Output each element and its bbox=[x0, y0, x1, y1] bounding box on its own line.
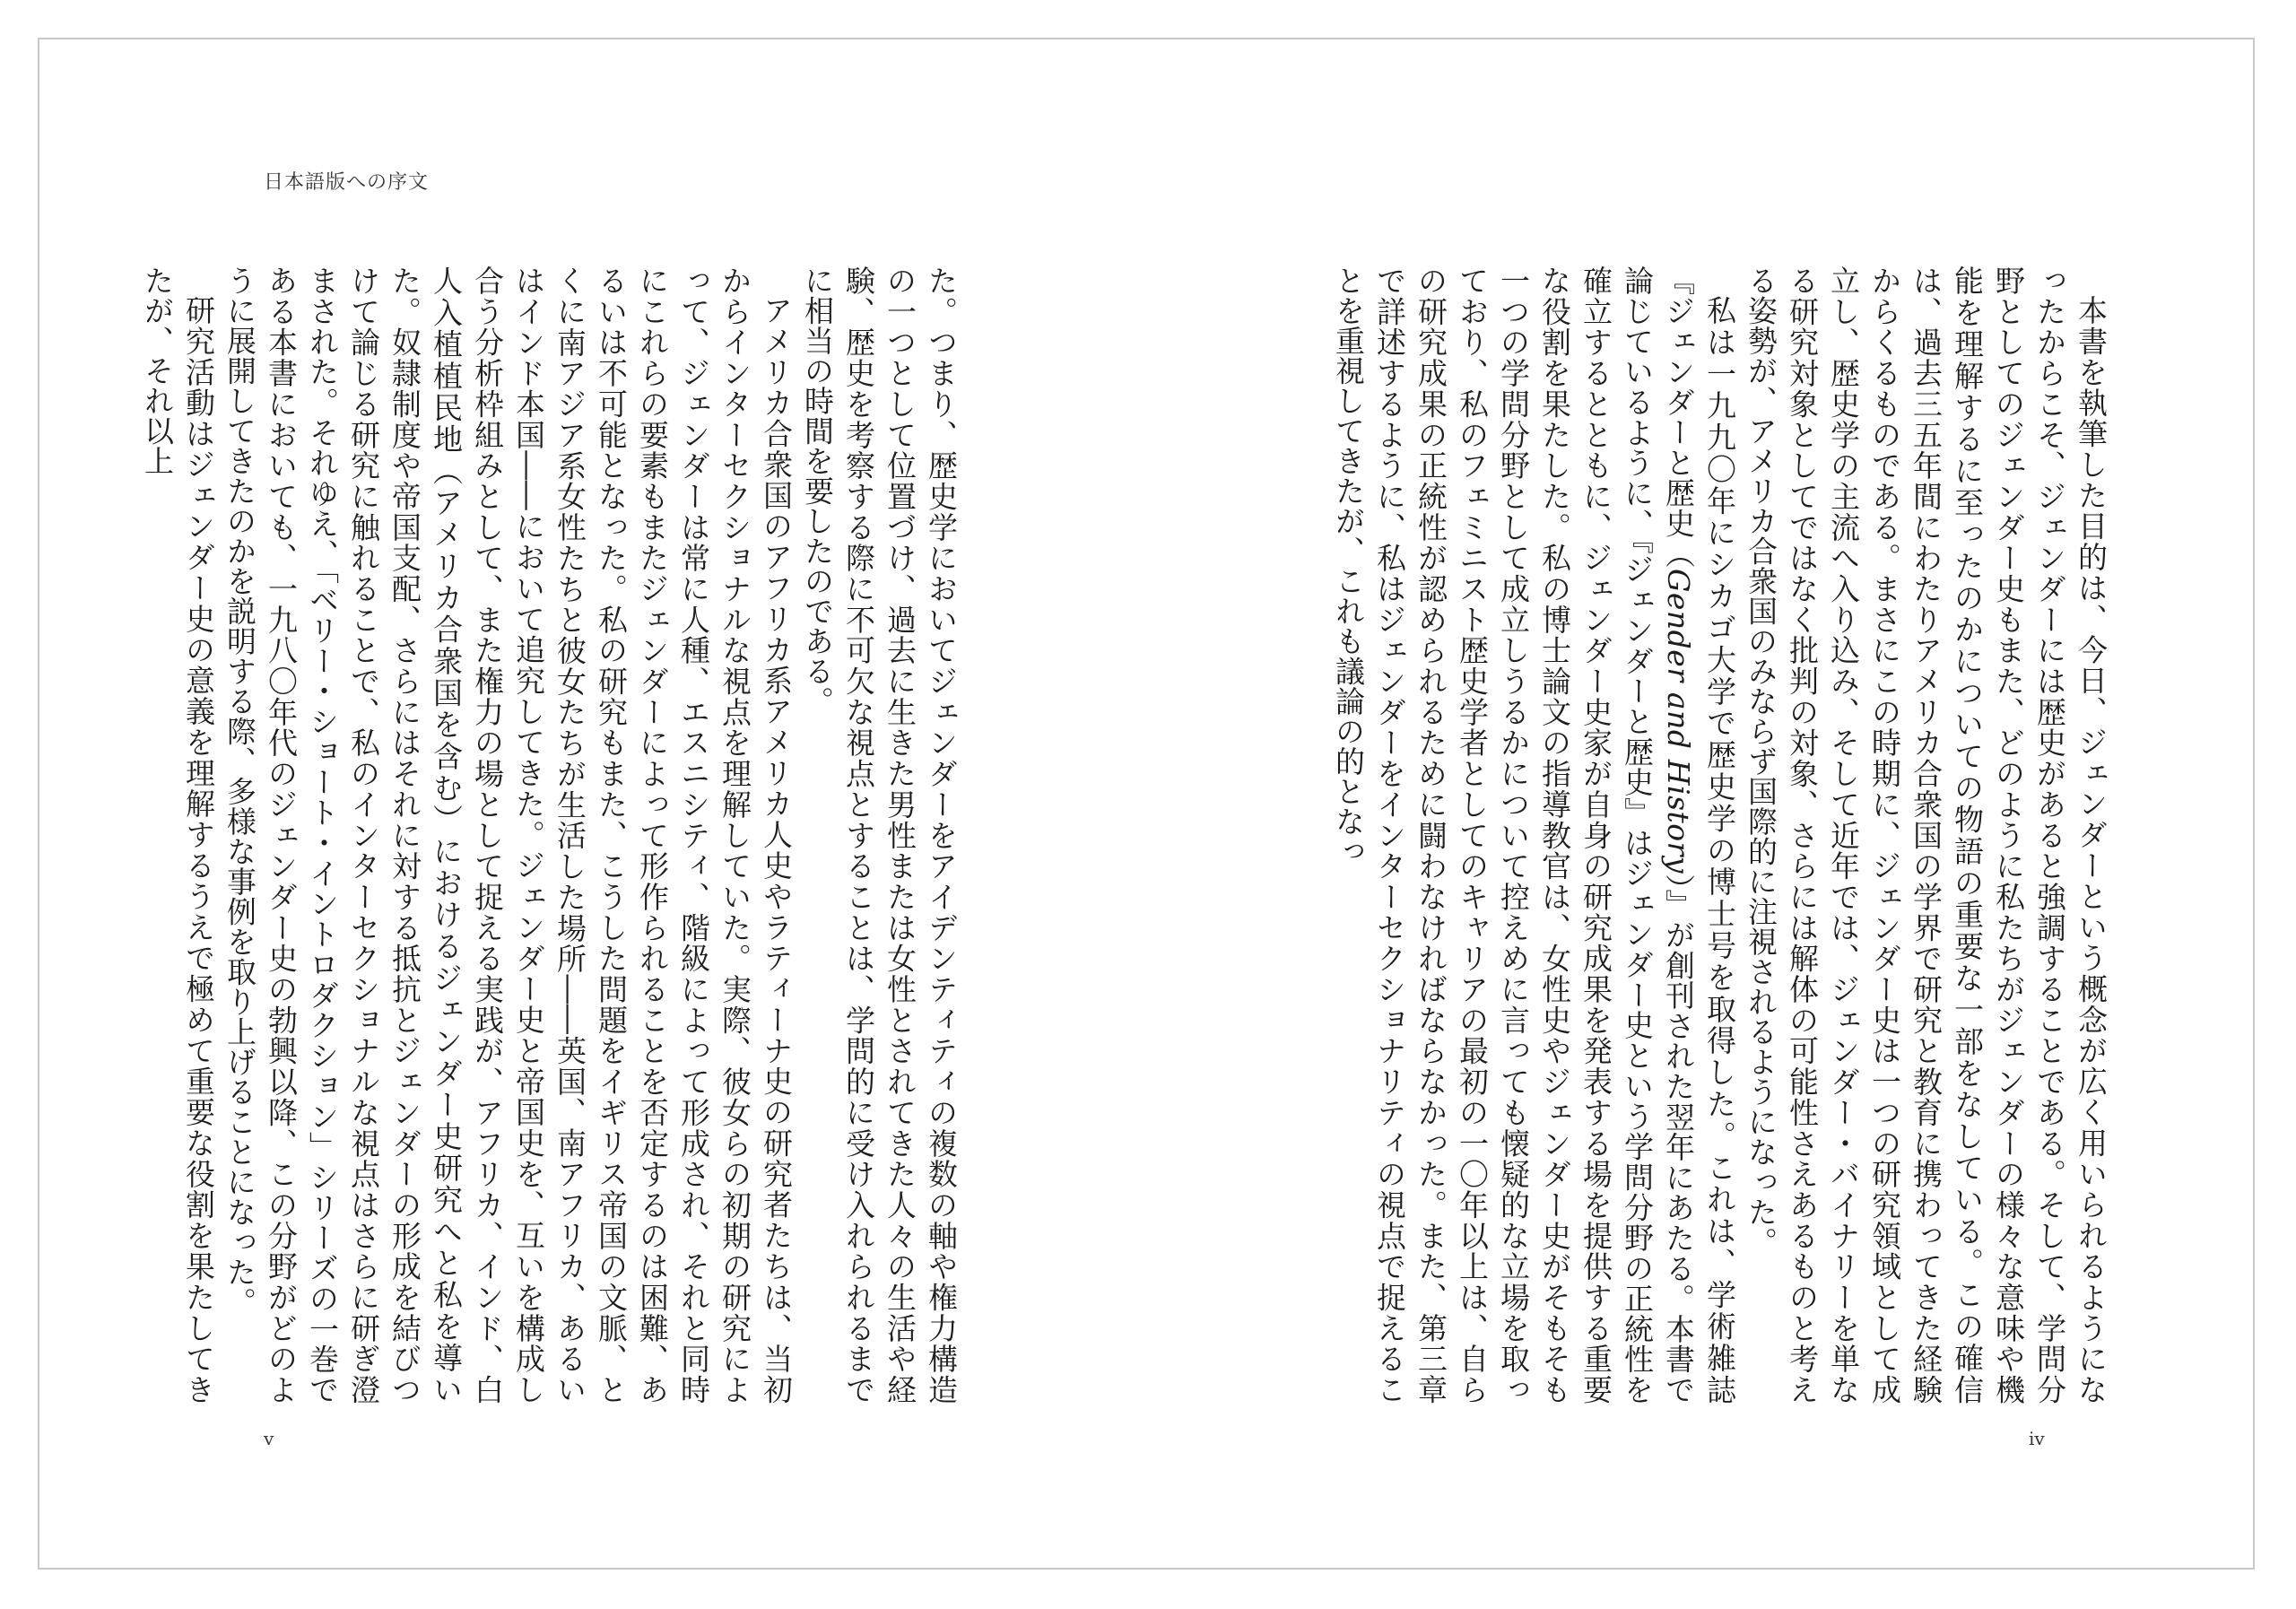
right-page-text bbox=[1331, 265, 2111, 1405]
page-number-right: iv bbox=[2029, 1428, 2045, 1449]
paragraph: 本書を執筆した目的は、今日、ジェンダーという概念が広く用いられるようになったからこそ、ジェンダーには歴史があると強調することである。そして、学問分野としてのジェンダー史もまた、どのように私たちがジェンダーの様々な意味や機能を理解するに至ったのかについての物語の重要な一部をなしている。この確信は、過去三五年間にわたりアメリカ合衆国の学界で研究と教育に携わってきた経験からくるものである。まさにこの時期に、ジェンダー史は一つの研究領域として成立し、歴史学の主流へ入り込み、そして近年では、ジェンダー・バイナリーを単なる研究対象としてではなく批判の対象、さらには解体の可能性さえあるものと考える姿勢が、アメリカ合衆国のみならず国際的に注視されるようになった。 bbox=[1744, 265, 2109, 1405]
paragraph: アメリカ合衆国のアフリカ系アメリカ人史やラティーナ史の研究者たちは、当初からインターセクショナルな視点を理解していた。実際、彼女らの初期の研究によって、ジェンダーは常に人種、エスニシティ、階級によって形成され、それと同時にこれらの要素もまたジェンダーによって形作られることを否定するのは困難、あるいは不可能となった。私の研究もまた、こうした問題をイギリス帝国の文脈、とくに南アジア系女性たちと彼女たちが生活した場所――英国、南アフリカ、あるいはインド本国――において追究してきた。ジェンダー史と帝国史を、互いを構成し合う分析枠組みとして、また権力の場として捉える実践が、アフリカ、インド、白人入植植民地（アメリカ合衆国を含む）におけるジェンダー史研究へと私を導いた。奴隷制度や帝国支配、さらにはそれに対する抵抗とジェンダーの形成を結びつけて論じる研究に触れることで、私のインターセクショナルな視点はさらに研ぎ澄まされた。それゆえ、「ベリー・ショート・イントロダクション」シリーズの一巻である本書においても、一九八〇年代のジェンダー史の勃興以降、この分野がどのように展開してきたのかを説明する際、多様な事例を取り上げることになった。 bbox=[222, 265, 794, 1405]
paragraph-text: ）』が創刊された翌年にあたる。本書で論じているように、『ジェンダーと歴史』はジェンダー史という学問分野の正統性を確立するとともに、ジェンダー史家が自身の研究成果を発表する場を提供する重要な役割を果たした。私の博士論文の指導教官は、女性史やジェンダー史がそもそも一つの学問分野として成立しうるかについて控えめに言っても懐疑的な立場を取っており、私のフェミニスト歴史学者としてのキャリアの最初の一〇年以上は、自らの研究成果の正統性が認められるために闘わなければならなかった。また、第三章で詳述するように、私はジェンダーをインターセクショナリティの視点で捉えることを重視してきたが、これも議論の的となっ bbox=[1331, 265, 1696, 1405]
left-page-text bbox=[140, 265, 961, 1405]
paragraph: た。つまり、歴史学においてジェンダーをアイデンティティの複数の軸や権力構造の一つとして位置づけ、過去に生きた男性または女性とされてきた人々の生活や経験、歴史を考察する際に不可欠な視点とすることは、学問的に受け入れられるまでに相当の時間を要したのである。 bbox=[800, 265, 959, 1405]
paragraph-text: 私は一九九〇年にシカゴ大学で歴史学の博士号を取得した。これは、学術雑誌『ジェンダーと歴史（ bbox=[1661, 265, 1737, 1405]
page-number-left: v bbox=[264, 1428, 274, 1449]
journal-title-latin: Gender and History bbox=[1661, 569, 1696, 874]
paragraph: 研究活動はジェンダー史の意義を理解するうえで極めて重要な役割を果たしてきたが、それ以上 bbox=[140, 265, 216, 1405]
paragraph bbox=[1327, 265, 1740, 1405]
running-head: 日本語版への序文 bbox=[264, 171, 430, 194]
